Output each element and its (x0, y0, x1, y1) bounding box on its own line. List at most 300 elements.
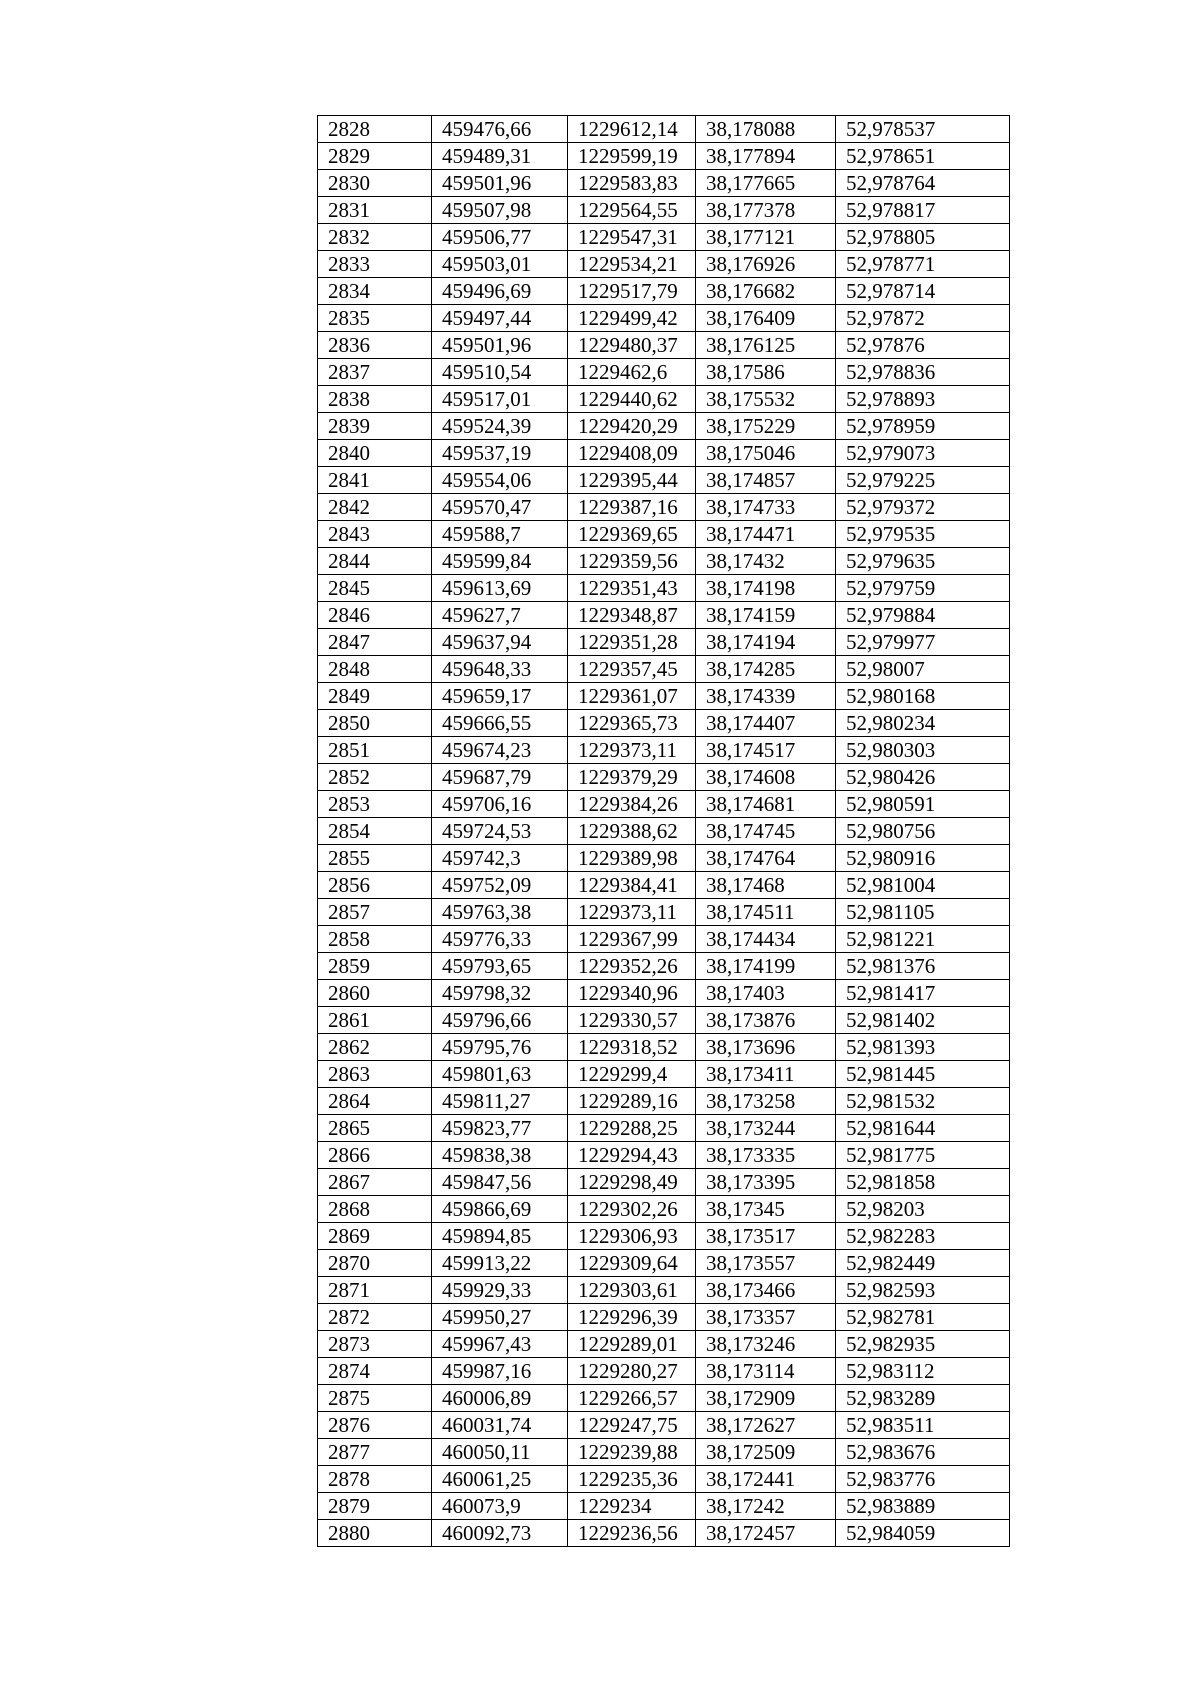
x-coordinate-cell: 459950,27 (432, 1304, 568, 1331)
longitude-cell: 38,177665 (696, 170, 836, 197)
table-row (318, 494, 1010, 521)
table-row (318, 953, 1010, 980)
latitude-cell: 52,982593 (836, 1277, 1010, 1304)
longitude-cell: 38,173876 (696, 1007, 836, 1034)
y-coordinate-cell: 1229599,19 (568, 143, 696, 170)
point-number-cell: 2844 (318, 548, 432, 575)
y-coordinate-cell: 1229289,16 (568, 1088, 696, 1115)
table-row (318, 332, 1010, 359)
y-coordinate-cell: 1229387,16 (568, 494, 696, 521)
latitude-cell: 52,983676 (836, 1439, 1010, 1466)
table-row (318, 1034, 1010, 1061)
y-coordinate-cell: 1229299,4 (568, 1061, 696, 1088)
point-number-cell: 2833 (318, 251, 432, 278)
x-coordinate-cell: 459866,69 (432, 1196, 568, 1223)
latitude-cell: 52,978764 (836, 170, 1010, 197)
y-coordinate-cell: 1229480,37 (568, 332, 696, 359)
longitude-cell: 38,173244 (696, 1115, 836, 1142)
point-number-cell: 2878 (318, 1466, 432, 1493)
x-coordinate-cell: 459510,54 (432, 359, 568, 386)
point-number-cell: 2831 (318, 197, 432, 224)
longitude-cell: 38,17345 (696, 1196, 836, 1223)
point-number-cell: 2859 (318, 953, 432, 980)
point-number-cell: 2874 (318, 1358, 432, 1385)
y-coordinate-cell: 1229499,42 (568, 305, 696, 332)
x-coordinate-cell: 459823,77 (432, 1115, 568, 1142)
table-row (318, 197, 1010, 224)
x-coordinate-cell: 459798,32 (432, 980, 568, 1007)
y-coordinate-cell: 1229318,52 (568, 1034, 696, 1061)
latitude-cell: 52,979535 (836, 521, 1010, 548)
y-coordinate-cell: 1229296,39 (568, 1304, 696, 1331)
y-coordinate-cell: 1229306,93 (568, 1223, 696, 1250)
table-row (318, 305, 1010, 332)
table-row (318, 764, 1010, 791)
table-row (318, 170, 1010, 197)
coordinates-table (317, 115, 1010, 1547)
x-coordinate-cell: 459554,06 (432, 467, 568, 494)
table-row (318, 413, 1010, 440)
point-number-cell: 2865 (318, 1115, 432, 1142)
longitude-cell: 38,174471 (696, 521, 836, 548)
y-coordinate-cell: 1229583,83 (568, 170, 696, 197)
longitude-cell: 38,174511 (696, 899, 836, 926)
latitude-cell: 52,981417 (836, 980, 1010, 1007)
x-coordinate-cell: 459637,94 (432, 629, 568, 656)
latitude-cell: 52,983511 (836, 1412, 1010, 1439)
latitude-cell: 52,980303 (836, 737, 1010, 764)
longitude-cell: 38,176682 (696, 278, 836, 305)
y-coordinate-cell: 1229235,36 (568, 1466, 696, 1493)
longitude-cell: 38,177378 (696, 197, 836, 224)
latitude-cell: 52,980756 (836, 818, 1010, 845)
point-number-cell: 2853 (318, 791, 432, 818)
x-coordinate-cell: 460006,89 (432, 1385, 568, 1412)
y-coordinate-cell: 1229289,01 (568, 1331, 696, 1358)
longitude-cell: 38,173517 (696, 1223, 836, 1250)
point-number-cell: 2848 (318, 656, 432, 683)
latitude-cell: 52,980234 (836, 710, 1010, 737)
latitude-cell: 52,981858 (836, 1169, 1010, 1196)
x-coordinate-cell: 459599,84 (432, 548, 568, 575)
table-row (318, 1169, 1010, 1196)
x-coordinate-cell: 459801,63 (432, 1061, 568, 1088)
latitude-cell: 52,981445 (836, 1061, 1010, 1088)
y-coordinate-cell: 1229348,87 (568, 602, 696, 629)
table-row (318, 656, 1010, 683)
latitude-cell: 52,981376 (836, 953, 1010, 980)
point-number-cell: 2858 (318, 926, 432, 953)
point-number-cell: 2867 (318, 1169, 432, 1196)
x-coordinate-cell: 460031,74 (432, 1412, 568, 1439)
x-coordinate-cell: 459496,69 (432, 278, 568, 305)
x-coordinate-cell: 459570,47 (432, 494, 568, 521)
x-coordinate-cell: 459503,01 (432, 251, 568, 278)
table-row (318, 116, 1010, 143)
x-coordinate-cell: 459967,43 (432, 1331, 568, 1358)
table-row (318, 1115, 1010, 1142)
table-row (318, 872, 1010, 899)
point-number-cell: 2839 (318, 413, 432, 440)
table-row (318, 548, 1010, 575)
longitude-cell: 38,174285 (696, 656, 836, 683)
point-number-cell: 2869 (318, 1223, 432, 1250)
longitude-cell: 38,174764 (696, 845, 836, 872)
longitude-cell: 38,173335 (696, 1142, 836, 1169)
y-coordinate-cell: 1229367,99 (568, 926, 696, 953)
coordinates-table-body (318, 116, 1010, 1547)
y-coordinate-cell: 1229288,25 (568, 1115, 696, 1142)
x-coordinate-cell: 459489,31 (432, 143, 568, 170)
latitude-cell: 52,978537 (836, 116, 1010, 143)
latitude-cell: 52,980426 (836, 764, 1010, 791)
point-number-cell: 2837 (318, 359, 432, 386)
latitude-cell: 52,980168 (836, 683, 1010, 710)
latitude-cell: 52,981393 (836, 1034, 1010, 1061)
latitude-cell: 52,979977 (836, 629, 1010, 656)
x-coordinate-cell: 459987,16 (432, 1358, 568, 1385)
table-row (318, 386, 1010, 413)
table-row (318, 1007, 1010, 1034)
latitude-cell: 52,981004 (836, 872, 1010, 899)
y-coordinate-cell: 1229234 (568, 1493, 696, 1520)
x-coordinate-cell: 460073,9 (432, 1493, 568, 1520)
point-number-cell: 2840 (318, 440, 432, 467)
point-number-cell: 2847 (318, 629, 432, 656)
point-number-cell: 2843 (318, 521, 432, 548)
point-number-cell: 2836 (318, 332, 432, 359)
point-number-cell: 2863 (318, 1061, 432, 1088)
longitude-cell: 38,176125 (696, 332, 836, 359)
y-coordinate-cell: 1229330,57 (568, 1007, 696, 1034)
longitude-cell: 38,174198 (696, 575, 836, 602)
table-row (318, 1385, 1010, 1412)
longitude-cell: 38,174339 (696, 683, 836, 710)
table-row (318, 575, 1010, 602)
longitude-cell: 38,176926 (696, 251, 836, 278)
y-coordinate-cell: 1229351,28 (568, 629, 696, 656)
latitude-cell: 52,981402 (836, 1007, 1010, 1034)
y-coordinate-cell: 1229517,79 (568, 278, 696, 305)
table-row (318, 899, 1010, 926)
longitude-cell: 38,173411 (696, 1061, 836, 1088)
y-coordinate-cell: 1229357,45 (568, 656, 696, 683)
point-number-cell: 2880 (318, 1520, 432, 1547)
longitude-cell: 38,172441 (696, 1466, 836, 1493)
longitude-cell: 38,174681 (696, 791, 836, 818)
x-coordinate-cell: 459501,96 (432, 170, 568, 197)
latitude-cell: 52,979372 (836, 494, 1010, 521)
y-coordinate-cell: 1229389,98 (568, 845, 696, 872)
longitude-cell: 38,173557 (696, 1250, 836, 1277)
latitude-cell: 52,978817 (836, 197, 1010, 224)
point-number-cell: 2857 (318, 899, 432, 926)
x-coordinate-cell: 459476,66 (432, 116, 568, 143)
point-number-cell: 2854 (318, 818, 432, 845)
x-coordinate-cell: 459506,77 (432, 224, 568, 251)
point-number-cell: 2871 (318, 1277, 432, 1304)
longitude-cell: 38,172457 (696, 1520, 836, 1547)
y-coordinate-cell: 1229547,31 (568, 224, 696, 251)
latitude-cell: 52,978959 (836, 413, 1010, 440)
table-row (318, 1439, 1010, 1466)
longitude-cell: 38,174733 (696, 494, 836, 521)
point-number-cell: 2852 (318, 764, 432, 791)
longitude-cell: 38,173357 (696, 1304, 836, 1331)
table-row (318, 1061, 1010, 1088)
x-coordinate-cell: 459811,27 (432, 1088, 568, 1115)
x-coordinate-cell: 459776,33 (432, 926, 568, 953)
latitude-cell: 52,978771 (836, 251, 1010, 278)
latitude-cell: 52,981221 (836, 926, 1010, 953)
point-number-cell: 2877 (318, 1439, 432, 1466)
table-row (318, 791, 1010, 818)
table-row (318, 440, 1010, 467)
x-coordinate-cell: 459752,09 (432, 872, 568, 899)
longitude-cell: 38,174608 (696, 764, 836, 791)
y-coordinate-cell: 1229365,73 (568, 710, 696, 737)
y-coordinate-cell: 1229359,56 (568, 548, 696, 575)
x-coordinate-cell: 459497,44 (432, 305, 568, 332)
point-number-cell: 2834 (318, 278, 432, 305)
point-number-cell: 2849 (318, 683, 432, 710)
point-number-cell: 2851 (318, 737, 432, 764)
x-coordinate-cell: 459648,33 (432, 656, 568, 683)
point-number-cell: 2830 (318, 170, 432, 197)
table-row (318, 1088, 1010, 1115)
y-coordinate-cell: 1229373,11 (568, 899, 696, 926)
longitude-cell: 38,174407 (696, 710, 836, 737)
y-coordinate-cell: 1229395,44 (568, 467, 696, 494)
y-coordinate-cell: 1229384,41 (568, 872, 696, 899)
x-coordinate-cell: 459894,85 (432, 1223, 568, 1250)
x-coordinate-cell: 459742,3 (432, 845, 568, 872)
y-coordinate-cell: 1229369,65 (568, 521, 696, 548)
point-number-cell: 2868 (318, 1196, 432, 1223)
longitude-cell: 38,172909 (696, 1385, 836, 1412)
latitude-cell: 52,979884 (836, 602, 1010, 629)
x-coordinate-cell: 459674,23 (432, 737, 568, 764)
x-coordinate-cell: 460050,11 (432, 1439, 568, 1466)
point-number-cell: 2879 (318, 1493, 432, 1520)
longitude-cell: 38,178088 (696, 116, 836, 143)
y-coordinate-cell: 1229280,27 (568, 1358, 696, 1385)
latitude-cell: 52,978651 (836, 143, 1010, 170)
point-number-cell: 2875 (318, 1385, 432, 1412)
point-number-cell: 2842 (318, 494, 432, 521)
table-row (318, 278, 1010, 305)
y-coordinate-cell: 1229373,11 (568, 737, 696, 764)
longitude-cell: 38,172509 (696, 1439, 836, 1466)
point-number-cell: 2862 (318, 1034, 432, 1061)
latitude-cell: 52,978805 (836, 224, 1010, 251)
point-number-cell: 2861 (318, 1007, 432, 1034)
table-row (318, 467, 1010, 494)
latitude-cell: 52,983289 (836, 1385, 1010, 1412)
latitude-cell: 52,984059 (836, 1520, 1010, 1547)
table-row (318, 629, 1010, 656)
y-coordinate-cell: 1229379,29 (568, 764, 696, 791)
latitude-cell: 52,98007 (836, 656, 1010, 683)
y-coordinate-cell: 1229462,6 (568, 359, 696, 386)
longitude-cell: 38,174159 (696, 602, 836, 629)
x-coordinate-cell: 459706,16 (432, 791, 568, 818)
x-coordinate-cell: 459501,96 (432, 332, 568, 359)
y-coordinate-cell: 1229340,96 (568, 980, 696, 1007)
latitude-cell: 52,97876 (836, 332, 1010, 359)
table-row (318, 1520, 1010, 1547)
x-coordinate-cell: 459929,33 (432, 1277, 568, 1304)
y-coordinate-cell: 1229384,26 (568, 791, 696, 818)
longitude-cell: 38,176409 (696, 305, 836, 332)
longitude-cell: 38,174199 (696, 953, 836, 980)
longitude-cell: 38,17468 (696, 872, 836, 899)
table-row (318, 926, 1010, 953)
latitude-cell: 52,979225 (836, 467, 1010, 494)
y-coordinate-cell: 1229247,75 (568, 1412, 696, 1439)
y-coordinate-cell: 1229294,43 (568, 1142, 696, 1169)
x-coordinate-cell: 459724,53 (432, 818, 568, 845)
longitude-cell: 38,175046 (696, 440, 836, 467)
table-row (318, 1250, 1010, 1277)
y-coordinate-cell: 1229266,57 (568, 1385, 696, 1412)
x-coordinate-cell: 459627,7 (432, 602, 568, 629)
table-row (318, 143, 1010, 170)
longitude-cell: 38,173258 (696, 1088, 836, 1115)
point-number-cell: 2872 (318, 1304, 432, 1331)
y-coordinate-cell: 1229302,26 (568, 1196, 696, 1223)
table-row (318, 737, 1010, 764)
table-row (318, 1331, 1010, 1358)
latitude-cell: 52,979635 (836, 548, 1010, 575)
longitude-cell: 38,173466 (696, 1277, 836, 1304)
point-number-cell: 2856 (318, 872, 432, 899)
latitude-cell: 52,981644 (836, 1115, 1010, 1142)
latitude-cell: 52,980916 (836, 845, 1010, 872)
x-coordinate-cell: 459795,76 (432, 1034, 568, 1061)
x-coordinate-cell: 459524,39 (432, 413, 568, 440)
point-number-cell: 2876 (318, 1412, 432, 1439)
longitude-cell: 38,17403 (696, 980, 836, 1007)
longitude-cell: 38,173696 (696, 1034, 836, 1061)
x-coordinate-cell: 459666,55 (432, 710, 568, 737)
latitude-cell: 52,983889 (836, 1493, 1010, 1520)
table-row (318, 1142, 1010, 1169)
longitude-cell: 38,173114 (696, 1358, 836, 1385)
table-row (318, 521, 1010, 548)
table-row (318, 1196, 1010, 1223)
x-coordinate-cell: 459517,01 (432, 386, 568, 413)
table-row (318, 1304, 1010, 1331)
latitude-cell: 52,978893 (836, 386, 1010, 413)
table-row (318, 1493, 1010, 1520)
latitude-cell: 52,97872 (836, 305, 1010, 332)
x-coordinate-cell: 459793,65 (432, 953, 568, 980)
table-row (318, 1223, 1010, 1250)
longitude-cell: 38,174857 (696, 467, 836, 494)
point-number-cell: 2835 (318, 305, 432, 332)
latitude-cell: 52,983112 (836, 1358, 1010, 1385)
longitude-cell: 38,17242 (696, 1493, 836, 1520)
latitude-cell: 52,979759 (836, 575, 1010, 602)
point-number-cell: 2845 (318, 575, 432, 602)
point-number-cell: 2866 (318, 1142, 432, 1169)
latitude-cell: 52,982935 (836, 1331, 1010, 1358)
x-coordinate-cell: 460092,73 (432, 1520, 568, 1547)
table-row (318, 1412, 1010, 1439)
point-number-cell: 2828 (318, 116, 432, 143)
x-coordinate-cell: 459763,38 (432, 899, 568, 926)
table-row (318, 1277, 1010, 1304)
longitude-cell: 38,174517 (696, 737, 836, 764)
y-coordinate-cell: 1229239,88 (568, 1439, 696, 1466)
x-coordinate-cell: 459847,56 (432, 1169, 568, 1196)
table-row (318, 251, 1010, 278)
table-row (318, 1466, 1010, 1493)
y-coordinate-cell: 1229612,14 (568, 116, 696, 143)
x-coordinate-cell: 459687,79 (432, 764, 568, 791)
point-number-cell: 2841 (318, 467, 432, 494)
x-coordinate-cell: 459796,66 (432, 1007, 568, 1034)
table-row (318, 980, 1010, 1007)
latitude-cell: 52,982449 (836, 1250, 1010, 1277)
longitude-cell: 38,175229 (696, 413, 836, 440)
table-row (318, 359, 1010, 386)
latitude-cell: 52,978714 (836, 278, 1010, 305)
table-row (318, 710, 1010, 737)
point-number-cell: 2870 (318, 1250, 432, 1277)
y-coordinate-cell: 1229352,26 (568, 953, 696, 980)
y-coordinate-cell: 1229408,09 (568, 440, 696, 467)
point-number-cell: 2860 (318, 980, 432, 1007)
y-coordinate-cell: 1229361,07 (568, 683, 696, 710)
latitude-cell: 52,982781 (836, 1304, 1010, 1331)
longitude-cell: 38,177121 (696, 224, 836, 251)
y-coordinate-cell: 1229388,62 (568, 818, 696, 845)
latitude-cell: 52,982283 (836, 1223, 1010, 1250)
table-row (318, 845, 1010, 872)
y-coordinate-cell: 1229420,29 (568, 413, 696, 440)
x-coordinate-cell: 459537,19 (432, 440, 568, 467)
longitude-cell: 38,174434 (696, 926, 836, 953)
y-coordinate-cell: 1229298,49 (568, 1169, 696, 1196)
x-coordinate-cell: 460061,25 (432, 1466, 568, 1493)
point-number-cell: 2855 (318, 845, 432, 872)
longitude-cell: 38,174745 (696, 818, 836, 845)
latitude-cell: 52,980591 (836, 791, 1010, 818)
point-number-cell: 2850 (318, 710, 432, 737)
table-row (318, 818, 1010, 845)
longitude-cell: 38,17432 (696, 548, 836, 575)
point-number-cell: 2846 (318, 602, 432, 629)
y-coordinate-cell: 1229351,43 (568, 575, 696, 602)
latitude-cell: 52,981775 (836, 1142, 1010, 1169)
x-coordinate-cell: 459659,17 (432, 683, 568, 710)
x-coordinate-cell: 459913,22 (432, 1250, 568, 1277)
point-number-cell: 2838 (318, 386, 432, 413)
longitude-cell: 38,173246 (696, 1331, 836, 1358)
latitude-cell: 52,983776 (836, 1466, 1010, 1493)
longitude-cell: 38,172627 (696, 1412, 836, 1439)
latitude-cell: 52,981532 (836, 1088, 1010, 1115)
point-number-cell: 2829 (318, 143, 432, 170)
longitude-cell: 38,177894 (696, 143, 836, 170)
longitude-cell: 38,174194 (696, 629, 836, 656)
y-coordinate-cell: 1229303,61 (568, 1277, 696, 1304)
table-row (318, 602, 1010, 629)
y-coordinate-cell: 1229309,64 (568, 1250, 696, 1277)
x-coordinate-cell: 459588,7 (432, 521, 568, 548)
